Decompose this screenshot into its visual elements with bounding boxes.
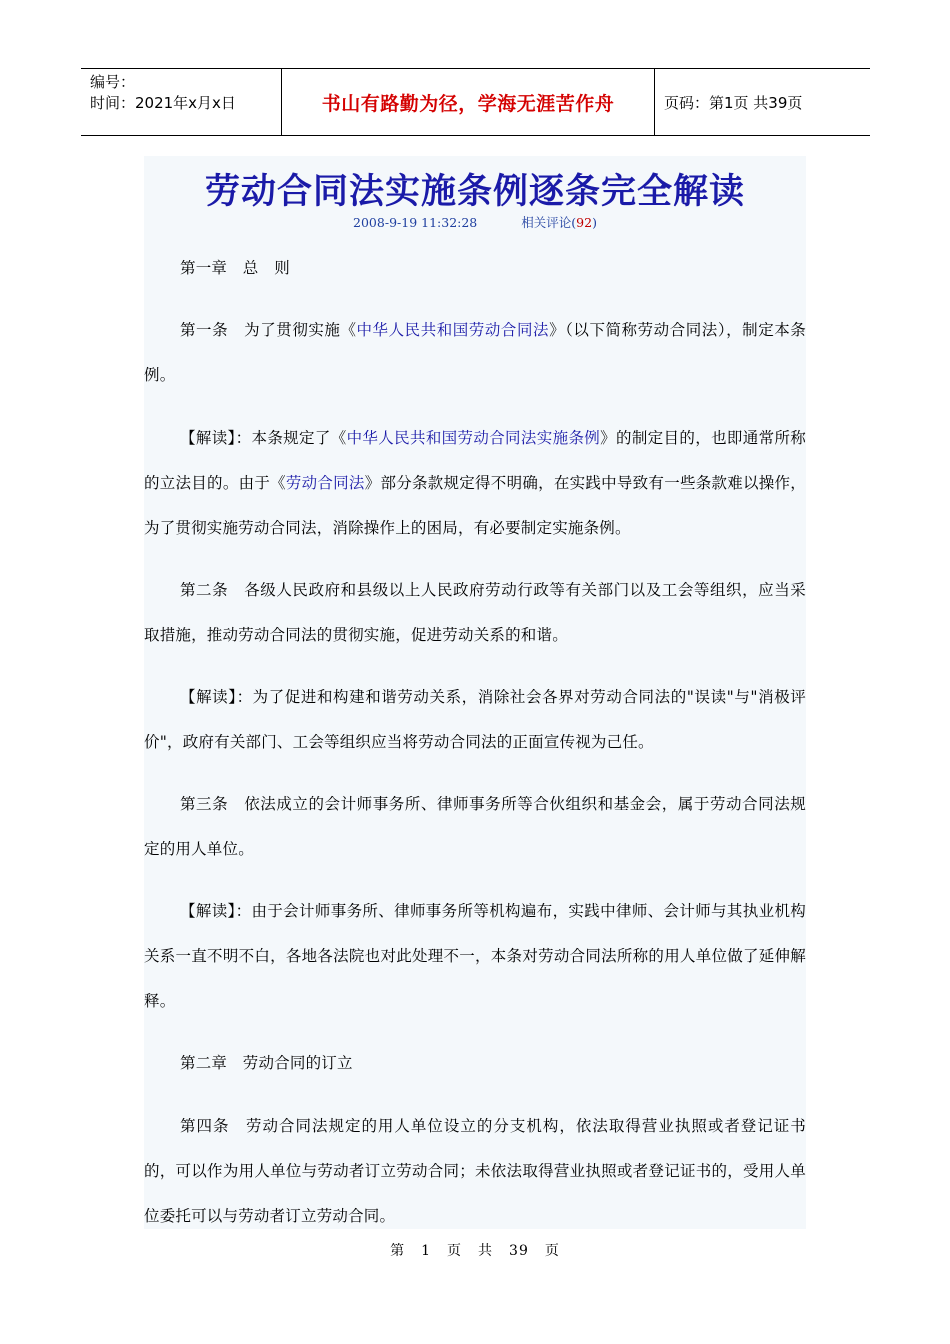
page-header-table [81, 68, 870, 136]
article-1-paragraph: 第一条 为了贯彻实施《中华人民共和国劳动合同法》（以下简称劳动合同法），制定本条例。 [144, 321, 807, 384]
article-4-paragraph: 第四条 劳动合同法规定的用人单位设立的分支机构，依法取得营业执照或者登记证书的，可以作为用人单位与劳动者订立劳动合同；未依法取得营业执照或者登记证书的，受用人单位委托可以与劳动者订立劳动合同。 [144, 1117, 806, 1225]
header-motto: 书山有路勤为径，学海无涯苦作舟 [282, 69, 655, 135]
comments-count: 92 [576, 215, 593, 230]
document-date-label: 时间：2021年x月x日 [90, 94, 236, 112]
header-page-info: 页码：第1页 共39页 [664, 93, 803, 112]
article-3-interpretation: 【解读】：由于会计师事务所、律师事务所等机构遍布，实践中律师、会计师与其执业机构关系一直不明不白，各地各法院也对此处理不一，本条对劳动合同法所称的用人单位做了延伸解释。 [144, 902, 806, 1010]
chapter-one-heading: 第一章 总 则 [180, 259, 290, 277]
labor-contract-law-link[interactable]: 中华人民共和国劳动合同法 [356, 321, 550, 339]
article-1-interpretation: 【解读】：本条规定了《中华人民共和国劳动合同法实施条例》的制定目的，也即通常所称的立法目的。由于《劳动合同法》部分条款规定得不明确，在实践中导致有一些条款难以操作，为了贯彻实施劳动合同法，消除操作上的困局，有必要制定实施条例。 [144, 429, 807, 537]
footer-page-number: 1 [421, 1243, 432, 1259]
implementation-regulations-link[interactable]: 中华人民共和国劳动合同法实施条例 [346, 429, 601, 447]
labor-contract-law-short-link[interactable]: 劳动合同法 [285, 474, 365, 492]
article-3-paragraph: 第三条 依法成立的会计师事务所、律师事务所等合伙组织和基金会，属于劳动合同法规定的用人单位。 [144, 795, 806, 858]
article-content [144, 156, 806, 1229]
page-footer: 第 1 页 共 39 页 [390, 1243, 560, 1259]
comments-link[interactable]: 相关评论(92) [521, 215, 597, 230]
document-number-label: 编号： [90, 73, 136, 91]
footer-total-pages: 39 [509, 1243, 529, 1259]
article-2-interpretation: 【解读】：为了促进和构建和谐劳动关系，消除社会各界对劳动合同法的"误读"与"消极评价"，政府有关部门、工会等组织应当将劳动合同法的正面宣传视为己任。 [144, 688, 806, 751]
chapter-two-heading: 第二章 劳动合同的订立 [180, 1054, 353, 1072]
article-meta [144, 213, 806, 231]
article-title: 劳动合同法实施条例逐条完全解读 [204, 172, 745, 212]
article-2-paragraph: 第二条 各级人民政府和县级以上人民政府劳动行政等有关部门以及工会等组织，应当采取措施，推动劳动合同法的贯彻实施，促进劳动关系的和谐。 [144, 581, 806, 644]
article-datetime: 2008-9-19 11:32:28 [353, 215, 478, 230]
header-left-cell [81, 69, 282, 135]
